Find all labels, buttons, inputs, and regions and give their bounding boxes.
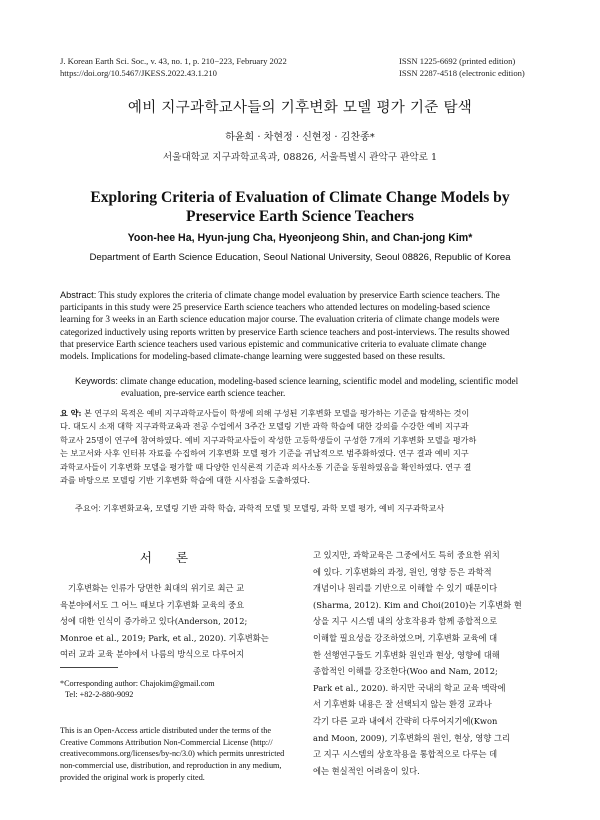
keywords-english	[75, 375, 545, 399]
title-korean: 예비 지구과학교사들의 기후변화 모델 평가 기준 탐색	[127, 100, 473, 116]
abstract-english	[60, 289, 542, 362]
doi-link[interactable]: https://doi.org/10.5467/JKESS.2022.43.1.210	[60, 68, 217, 78]
body-line: 종합적인 이해를 강조한다(Woo and Nam, 2012;	[313, 666, 498, 677]
authors-korean: 하윤희 · 차현정 · 신현정 · 김찬종*	[225, 132, 375, 143]
body-line: 개념이나 원리를 기반으로 이해할 수 있기 때문이다	[313, 583, 498, 594]
license-line: creativecommons.org/licenses/by-nc/3.0) which permits unrestricted	[60, 749, 285, 759]
abstract-line: models. Implications for modeling-based climate-change learning were suggested based on these results.	[60, 351, 445, 362]
abstract-line: categorized inductively using reports written by preservice Earth science teachers and post-interviews. The results showed	[60, 326, 510, 337]
footnote	[60, 678, 300, 700]
affiliation-english: Department of Earth Science Education, Seoul National University, Seoul 08826, Republic of Korea	[89, 252, 511, 263]
body-line: 고 있지만, 과학교육은 그중에서도 특히 중요한 위치	[313, 550, 500, 560]
license-notice	[60, 725, 300, 784]
keywords-ko-label: 주요어:	[75, 504, 101, 513]
license-line: non-commercial use, distribution, and reproduction in any medium,	[60, 761, 282, 771]
journal-header-left	[60, 55, 287, 79]
abstract-ko-label: 요 약:	[60, 408, 82, 418]
body-line: 에 있다. 기후변화의 과정, 원인, 영향 등은 과학적	[313, 566, 492, 577]
keywords-ko-text: 기후변화교육, 모델링 기반 과학 학습, 과학적 모델 및 모델링, 과학 모델 평가, 예비 지구과학교사	[100, 503, 445, 513]
corresponding-author: *Corresponding author: Chajokim@gmail.com	[60, 679, 215, 688]
abstract-korean	[60, 407, 542, 487]
body-line: 고 지구 시스템의 상호작용을 통합적으로 다루는 데	[313, 749, 498, 760]
abstract-label: Abstract:	[60, 290, 97, 300]
body-line: 각기 다른 교과 내에서 간략히 다루어지기에(Kwon	[313, 715, 498, 726]
abstract-line: that preservice Earth science teachers used various epistemic and communicative criteria to evaluate climate change	[60, 338, 487, 349]
issn-electronic: ISSN 2287-4518 (electronic edition)	[399, 68, 525, 78]
title-english-line-1: Exploring Criteria of Evaluation of Climate Change Models by	[90, 189, 510, 206]
body-line: 여러 교과 교육 분야에서 나름의 방식으로 다루어지	[60, 649, 245, 660]
body-line: and Moon, 2009), 기후변화의 원인, 현상, 영향 그리	[313, 732, 510, 743]
license-line: This is an Open-Access article distributed under the terms of the	[60, 726, 271, 735]
keywords-korean	[75, 502, 545, 515]
keywords-text: climate change education, modeling-based science learning, scientific model and modeling, scientific model	[117, 376, 519, 386]
body-line: 성에 대한 인식이 증가하고 있다(Anderson, 2012;	[60, 616, 248, 627]
abstract-ko-line: 과학교사들이 기후변화 모델을 평가할 때 다양한 인식론적 기준과 의사소통 기준을 동원하였음을 확인하였다. 연구 결	[60, 461, 472, 472]
authors-english: Yoon-hee Ha, Hyun-jung Cha, Hyeonjeong Shin, and Chan-jong Kim*	[127, 232, 473, 244]
keywords-text: evaluation, pre-service earth science teacher.	[121, 388, 286, 399]
body-line: 이해할 필요성을 강조하였으며, 기후변화 교육에 대	[313, 632, 498, 643]
body-line: Park et al., 2020). 하지만 국내의 학교 교육 맥락에	[313, 682, 506, 693]
abstract-line: learning for 3 weeks in an Earth science education major course. The evaluation criteria of climate change models were	[60, 314, 500, 325]
keywords-label: Keywords:	[75, 376, 118, 386]
section-heading-introduction: 서론	[139, 550, 213, 565]
body-column-left	[60, 580, 298, 663]
footnote-divider	[60, 667, 118, 668]
body-line: 상을 지구 시스템 내의 상호작용과 함께 종합적으로	[313, 616, 498, 627]
license-line: provided the original work is properly cited.	[60, 772, 205, 782]
journal-citation: J. Korean Earth Sci. Soc., v. 43, no. 1, p. 210−223, February 2022	[60, 56, 287, 66]
body-line: 에는 현실적인 어려움이 있다.	[313, 765, 420, 776]
title-english-line-2: Preservice Earth Science Teachers	[186, 208, 414, 225]
abstract-ko-line: 다. 대도시 소재 대학 지구과학교육과 전공 수업에서 3주간 모델링 기반 과학 학습에 대한 강의를 수강한 예비 지구과	[60, 421, 469, 432]
abstract-ko-line: 학교사 25명이 연구에 참여하였다. 예비 지구과학교사들이 작성한 고등학생들이 구성한 7개의 기후변화 모델을 평가하	[60, 434, 477, 445]
body-line: 서 기후변화 내용은 잘 선택되지 않는 환경 교과나	[313, 699, 492, 710]
body-line: 기후변화는 인류가 당면한 최대의 위기로 최근 교	[68, 583, 245, 593]
abstract-line: This study explores the criteria of climate change model evaluation by preservice Earth science teachers. The	[96, 290, 500, 300]
journal-header-right	[399, 55, 525, 79]
affiliation-korean: 서울대학교 지구과학교육과, 08826, 서울특별시 관악구 관악로 1	[162, 152, 438, 163]
body-line: (Sharma, 2012). Kim and Choi(2010)는 기후변화 현	[313, 599, 522, 610]
abstract-line: participants in this study were 25 preservice Earth science teachers who attended lectures on modeling-based science	[60, 302, 490, 313]
body-line: 한 선행연구들도 기후변화 원인과 현상, 영향에 대해	[313, 649, 500, 660]
abstract-ko-line: 본 연구의 목적은 예비 지구과학교사들이 학생에 의해 구성된 기후변화 모델을 평가하는 기준을 탐색하는 것이	[81, 408, 470, 418]
body-column-right	[313, 547, 553, 779]
body-line: Monroe et al., 2019; Park, et al., 2020). 기후변화는	[60, 632, 269, 643]
title-english	[0, 188, 600, 226]
body-line: 육분야에서도 그 어느 때보다 기후변화 교육의 중요	[60, 599, 245, 610]
issn-print: ISSN 1225-6692 (printed edition)	[399, 56, 516, 66]
corresponding-tel: Tel: +82-2-880-9092	[65, 690, 134, 699]
abstract-ko-line: 는 보고서와 사후 인터뷰 자료를 수집하여 기후변화 모델 평가 기준을 귀납적으로 범주화하였다. 연구 결과 예비 지구	[60, 448, 469, 459]
abstract-ko-line: 과를 바탕으로 모델링 기반 기후변화 학습에 대한 시사점을 도출하였다.	[60, 475, 310, 486]
license-line: Creative Commons Attribution Non-Commercial License (http://	[60, 737, 273, 747]
